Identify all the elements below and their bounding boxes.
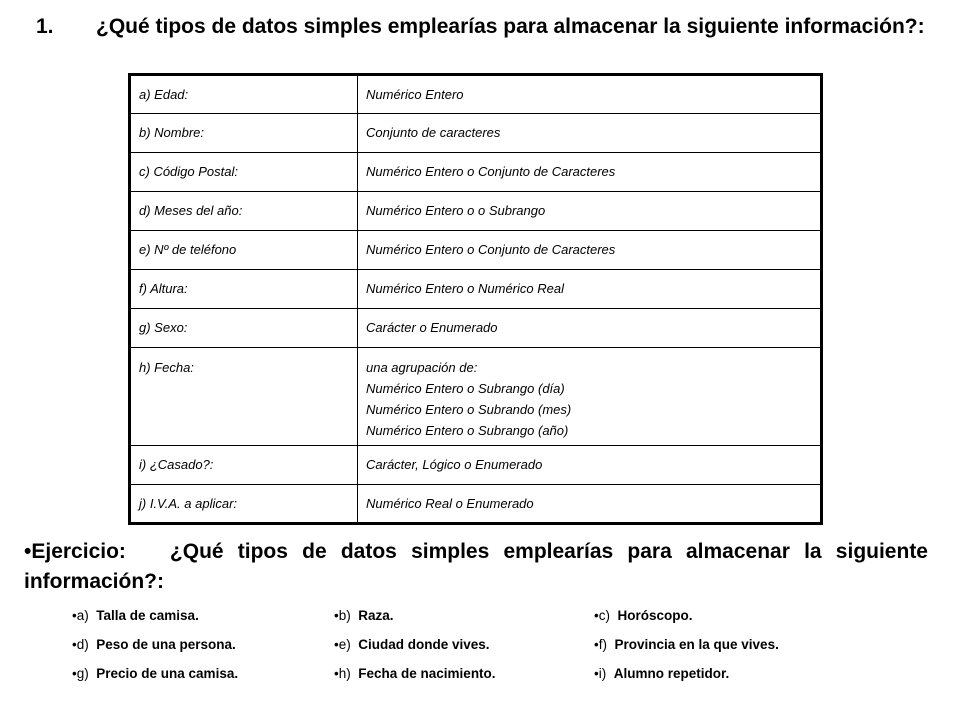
item-label: f) [598,637,607,652]
exercise-row [72,606,892,635]
type-cell [358,231,822,270]
item-label: g) [76,666,89,681]
item-label: e) [338,637,351,652]
type-cell [358,270,822,309]
item-label: h) [338,666,351,681]
table-row [130,446,822,485]
table-row [130,75,822,114]
list-item [594,606,693,626]
type-cell [358,153,822,192]
type-cell [358,485,822,524]
type-line: Numérico Entero o Subrando (mes) [366,402,572,417]
type-line: Numérico Entero o Subrango (día) [366,381,565,396]
field-cell: f) Altura: [130,270,358,309]
type-line: Carácter, Lógico o Enumerado [366,457,543,472]
type-cell [358,114,822,153]
type-cell [358,348,822,446]
list-item [334,606,394,626]
item-label: a) [76,608,89,623]
type-line: Numérico Entero o Conjunto de Caracteres [366,242,616,257]
exercise-text: ¿Qué tipos de datos simples emplearías para almacenar la siguiente información?: [24,540,928,593]
type-line: Numérico Entero o Numérico Real [366,281,564,296]
field-cell: c) Código Postal: [130,153,358,192]
bullet: • [334,666,339,681]
item-label: b) [338,608,351,623]
item-text: Talla de camisa. [96,608,199,623]
table-row [130,192,822,231]
type-line: Conjunto de caracteres [366,125,501,140]
item-text: Fecha de nacimiento. [358,666,496,681]
item-label: d) [76,637,89,652]
type-line: Numérico Entero o Conjunto de Caracteres [366,164,616,179]
field-cell: j) I.V.A. a aplicar: [130,485,358,524]
bullet: • [594,637,599,652]
item-text: Alumno repetidor. [613,666,730,681]
item-text: Ciudad donde vives. [358,637,490,652]
field-cell: h) Fecha: [130,348,358,446]
list-item [72,635,236,655]
exercise-row [72,664,892,693]
table-row [130,231,822,270]
table-row [130,348,822,446]
item-text: Peso de una persona. [96,637,236,652]
field-cell: i) ¿Casado?: [130,446,358,485]
item-text: Precio de una camisa. [96,666,239,681]
data-types-table-body [130,75,822,524]
type-cell [358,75,822,114]
field-cell: b) Nombre: [130,114,358,153]
question-number: 1. [36,15,54,38]
item-text: Raza. [358,608,394,623]
list-item [334,664,496,684]
type-line: Carácter o Enumerado [366,320,498,335]
type-cell [358,192,822,231]
question-title [36,12,936,42]
type-cell [358,446,822,485]
table-row [130,485,822,524]
exercise-row [72,635,892,664]
list-item [594,664,729,684]
list-item [72,606,199,626]
list-item [72,664,238,684]
bullet: • [594,666,599,681]
bullet: • [334,608,339,623]
bullet: • [72,666,77,681]
type-line: una agrupación de: [366,360,478,375]
table-row [130,153,822,192]
field-cell: g) Sexo: [130,309,358,348]
item-text: Provincia en la que vives. [614,637,779,652]
item-label: c) [598,608,610,623]
bullet: • [334,637,339,652]
table-row [130,114,822,153]
exercise-bullet: • [24,540,32,563]
question-text: ¿Qué tipos de datos simples emplearías para almacenar la siguiente información?: [96,15,925,38]
list-item [334,635,490,655]
type-line: Numérico Entero [366,86,464,102]
bullet: • [72,637,77,652]
type-line: Numérico Entero o o Subrango [366,203,546,218]
exercise-title [24,537,928,597]
item-label: i) [598,666,607,681]
item-text: Horóscopo. [617,608,693,623]
type-line: Numérico Real o Enumerado [366,495,534,511]
field-cell: e) Nº de teléfono [130,231,358,270]
data-types-table [128,73,823,525]
bullet: • [594,608,599,623]
table-row [130,309,822,348]
field-cell: d) Meses del año: [130,192,358,231]
table-row [130,270,822,309]
bullet: • [72,608,77,623]
exercise-label: Ejercicio: [31,540,126,563]
type-line: Numérico Entero o Subrango (año) [366,423,569,438]
exercise-items [72,606,892,693]
type-cell [358,309,822,348]
field-cell: a) Edad: [130,75,358,114]
list-item [594,635,779,655]
